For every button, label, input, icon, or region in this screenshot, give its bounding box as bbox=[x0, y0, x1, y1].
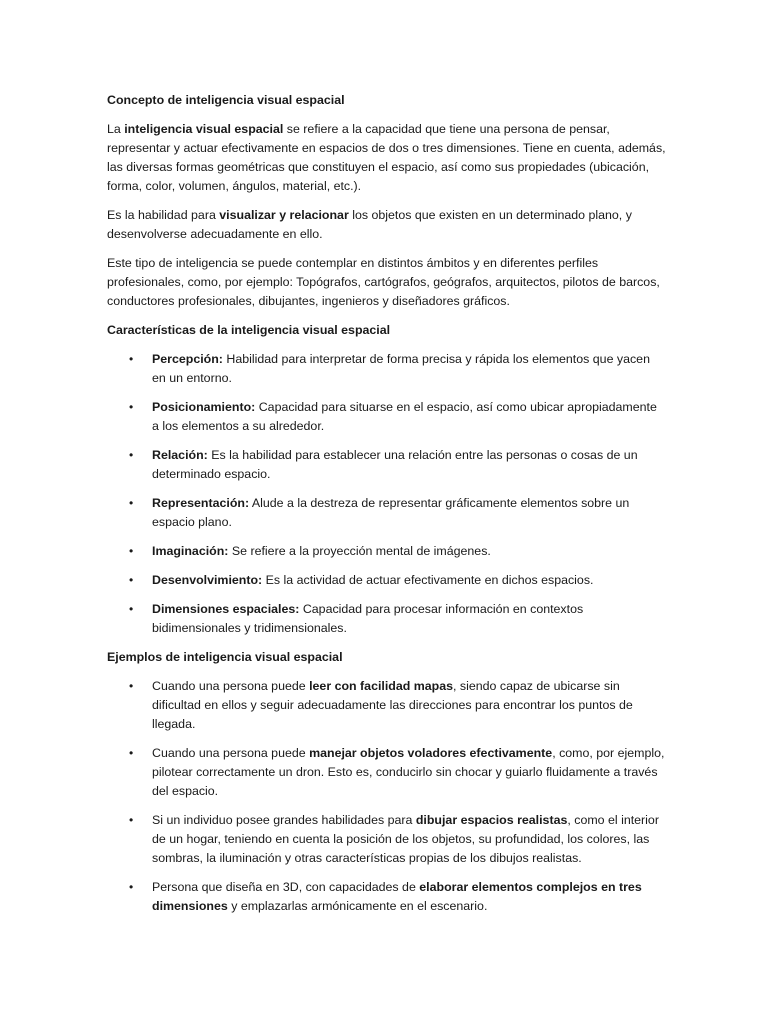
item-text-b: , como el interior de un hogar, teniendo en cuenta la posición de los objetos, su profundidad, los colores, las sombras, la iluminación y otras características propias de los dibujos realistas. bbox=[152, 813, 659, 865]
list-item bbox=[107, 446, 667, 484]
item-text-a: Cuando una persona puede bbox=[152, 679, 310, 693]
bullet-icon: • bbox=[129, 746, 134, 760]
list-item bbox=[107, 600, 667, 638]
item-bold: elaborar elementos complejos en tres dimensiones bbox=[152, 880, 642, 913]
list-item bbox=[107, 398, 667, 436]
bullet-icon: • bbox=[129, 880, 134, 894]
bullet-icon: • bbox=[129, 496, 134, 510]
list-item bbox=[107, 677, 667, 734]
item-text-b: , siendo capaz de ubicarse sin dificultad en ellos y seguir adecuadamente las direcciones para encontrar los puntos de llegada. bbox=[152, 679, 633, 731]
item-term: Percepción: bbox=[152, 352, 223, 366]
item-term: Relación: bbox=[152, 448, 208, 462]
item-text-a: Persona que diseña en 3D, con capacidades de bbox=[152, 880, 420, 894]
intro-p2-text-b: los objetos que existen en un determinado plano, y desenvolverse adecuadamente en ello. bbox=[107, 208, 632, 241]
item-text: Habilidad para interpretar de forma precisa y rápida los elementos que yacen en un entorno. bbox=[152, 352, 650, 385]
item-text: Se refiere a la proyección mental de imágenes. bbox=[228, 544, 491, 558]
list-item bbox=[107, 542, 667, 561]
item-term: Desenvolvimiento: bbox=[152, 573, 263, 587]
document-page bbox=[107, 91, 667, 926]
bullet-icon: • bbox=[129, 352, 134, 366]
list-item bbox=[107, 350, 667, 388]
item-text: Alude a la destreza de representar gráficamente elementos sobre un espacio plano. bbox=[152, 496, 630, 529]
bullet-icon: • bbox=[129, 573, 134, 587]
intro-p2-bold: visualizar y relacionar bbox=[219, 208, 349, 222]
examples-list bbox=[107, 677, 667, 916]
intro-p1-text-a: La bbox=[107, 122, 125, 136]
bullet-icon: • bbox=[129, 602, 134, 616]
item-text-a: Cuando una persona puede bbox=[152, 746, 310, 760]
item-term: Imaginación: bbox=[152, 544, 229, 558]
item-text: Es la actividad de actuar efectivamente en dichos espacios. bbox=[262, 573, 594, 587]
list-item bbox=[107, 811, 667, 868]
examples-heading: Ejemplos de inteligencia visual espacial bbox=[107, 650, 343, 664]
intro-paragraph-2 bbox=[107, 206, 667, 244]
intro-p1-text-b: se refiere a la capacidad que tiene una persona de pensar, representar y actuar efectivamente en espacios de dos o tres dimensiones. Tiene en cuenta, además, las diversas formas geométricas que constituyen el espacio, así como sus propiedades (ubicación, forma, color, volumen, ángulos, material, etc.). bbox=[107, 122, 666, 193]
intro-p2-text-a: Es la habilidad para bbox=[107, 208, 220, 222]
item-text-a: Si un individuo posee grandes habilidades para bbox=[152, 813, 416, 827]
list-item bbox=[107, 744, 667, 801]
item-text: Capacidad para procesar información en contextos bidimensionales y tridimensionales. bbox=[152, 602, 584, 635]
item-term: Representación: bbox=[152, 496, 250, 510]
bullet-icon: • bbox=[129, 400, 134, 414]
item-text: Capacidad para situarse en el espacio, así como ubicar apropiadamente a los elementos a su alrededor. bbox=[152, 400, 657, 433]
bullet-icon: • bbox=[129, 813, 134, 827]
item-text-b: , como, por ejemplo, pilotear correctamente un dron. Esto es, conducirlo sin chocar y guiarlo fluidamente a través del espacio. bbox=[152, 746, 665, 798]
item-bold: leer con facilidad mapas bbox=[309, 679, 454, 693]
intro-paragraph-1 bbox=[107, 120, 667, 196]
intro-p1-bold: inteligencia visual espacial bbox=[124, 122, 284, 136]
characteristics-list bbox=[107, 350, 667, 638]
item-term: Dimensiones espaciales: bbox=[152, 602, 300, 616]
intro-paragraph-3: Este tipo de inteligencia se puede contemplar en distintos ámbitos y en diferentes perfiles profesionales, como, por ejemplo: Topógrafos, cartógrafos, geógrafos, arquitectos, pilotos de barcos, conductores profesionales, dibujantes, ingenieros y diseñadores gráficos. bbox=[107, 256, 660, 308]
item-text-b: y emplazarlas armónicamente en el escenario. bbox=[227, 899, 488, 913]
list-item bbox=[107, 878, 667, 916]
item-bold: dibujar espacios realistas bbox=[415, 813, 568, 827]
item-text: Es la habilidad para establecer una relación entre las personas o cosas de un determinado espacio. bbox=[152, 448, 638, 481]
characteristics-heading: Características de la inteligencia visual espacial bbox=[107, 323, 391, 337]
document-title: Concepto de inteligencia visual espacial bbox=[107, 93, 345, 107]
bullet-icon: • bbox=[129, 448, 134, 462]
bullet-icon: • bbox=[129, 679, 134, 693]
list-item bbox=[107, 571, 667, 590]
list-item bbox=[107, 494, 667, 532]
item-term: Posicionamiento: bbox=[152, 400, 256, 414]
item-bold: manejar objetos voladores efectivamente bbox=[309, 746, 553, 760]
bullet-icon: • bbox=[129, 544, 134, 558]
